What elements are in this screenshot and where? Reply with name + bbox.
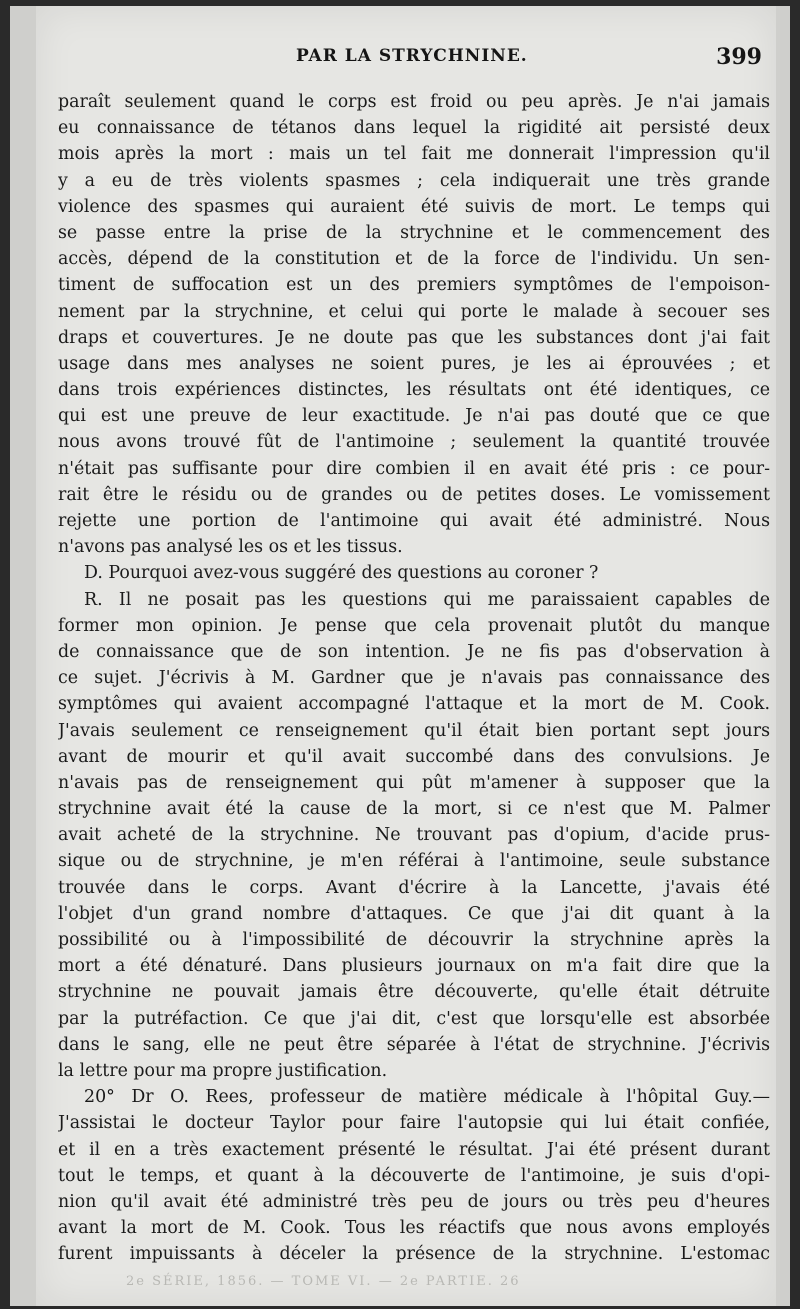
page-signature: 2e SÉRIE, 1856. — TOME VI. — 2e PARTIE. 26 <box>126 1274 521 1289</box>
text-line: paraît seulement quand le corps est froid ou peu après. Je n'ai jamais <box>58 92 770 112</box>
body-text <box>58 89 770 1267</box>
text-line: n'avons pas analysé les os et les tissus. <box>58 537 403 558</box>
text-line: J'assistai le docteur Taylor pour faire l'autopsie qui lui était confiée, <box>58 1113 770 1134</box>
text-line: avant la mort de M. Cook. Tous les réactifs que nous avons employés <box>58 1218 770 1239</box>
text-line: n'avais pas de renseignement qui pût m'amener à supposer que la <box>58 772 770 793</box>
scanned-page <box>10 6 790 1306</box>
text-line: accès, dépend de la constitution et de la force de l'individu. Un sen- <box>58 249 770 270</box>
text-line: J'avais seulement ce renseignement qu'il était bien portant sept jours <box>58 720 770 741</box>
text-line: ce sujet. J'écrivis à M. Gardner que je n'avais pas connaissance des <box>58 668 770 689</box>
text-line: draps et couvertures. Je ne doute pas que les substances dont j'ai fait <box>58 327 770 348</box>
text-line: se passe entre la prise de la strychnine et le commencement des <box>58 222 770 243</box>
text-line: dans le sang, elle ne peut être séparée à l'état de strychnine. J'écrivis <box>58 1034 770 1055</box>
text-line: de connaissance que de son intention. Je ne fis pas d'observation à <box>58 641 770 662</box>
page-header <box>36 42 776 72</box>
text-line: avait acheté de la strychnine. Ne trouvant pas d'opium, d'acide prus- <box>58 825 770 846</box>
text-line: nion qu'il avait été administré très peu de jours ou très peu d'heures <box>58 1191 770 1212</box>
text-line: former mon opinion. Je pense que cela provenait plutôt du manque <box>58 615 770 636</box>
text-line: dans trois expériences distinctes, les résultats ont été identiques, ce <box>58 380 770 401</box>
text-line: n'était pas suffisante pour dire combien il en avait été pris : ce pour- <box>58 458 770 479</box>
text-line: l'objet d'un grand nombre d'attaques. Ce que j'ai dit quant à la <box>58 903 770 924</box>
running-head: PAR LA STRYCHNINE. <box>296 46 528 66</box>
text-line: tout le temps, et quant à la découverte de l'antimoine, je suis d'opi- <box>58 1165 770 1186</box>
text-line: par la putréfaction. Ce que j'ai dit, c'est que lorsqu'elle est absorbée <box>58 1008 770 1029</box>
text-line: mois après la mort : mais un tel fait me donnerait l'impression qu'il <box>58 144 770 165</box>
text-line: sique ou de strychnine, je m'en référai à l'antimoine, seule substance <box>58 851 770 872</box>
text-line: eu connaissance de tétanos dans lequel la rigidité ait persisté deux <box>58 118 770 139</box>
text-line: strychnine avait été la cause de la mort, si ce n'est que M. Palmer <box>58 799 770 820</box>
text-line: symptômes qui avaient accompagné l'attaque et la mort de M. Cook. <box>58 694 770 715</box>
text-line: et il en a très exactement présenté le résultat. J'ai été présent durant <box>58 1139 770 1160</box>
text-line: rait être le résidu ou de grandes ou de petites doses. Le vomissement <box>58 484 770 505</box>
text-line: strychnine ne pouvait jamais être découverte, qu'elle était détruite <box>58 982 770 1003</box>
text-line: qui est une preuve de leur exactitude. Je n'ai pas douté que ce que <box>58 406 770 427</box>
text-line: nement par la strychnine, et celui qui porte le malade à secouer ses <box>58 301 770 322</box>
text-line: usage dans mes analyses ne soient pures, je les ai éprouvées ; et <box>58 353 770 374</box>
text-line: y a eu de très violents spasmes ; cela indiquerait une très grande <box>58 170 770 191</box>
text-line: furent impuissants à déceler la présence de la strychnine. L'estomac <box>58 1244 770 1265</box>
text-line: mort a été dénaturé. Dans plusieurs journaux on m'a fait dire que la <box>58 956 770 977</box>
page-number: 399 <box>716 44 762 70</box>
text-line: timent de suffocation est un des premiers symptômes de l'empoison- <box>58 275 770 296</box>
text-line: avant de mourir et qu'il avait succombé dans des convulsions. Je <box>58 746 770 767</box>
text-line: possibilité ou à l'impossibilité de découvrir la strychnine après la <box>58 930 770 950</box>
page-sheet <box>36 6 776 1306</box>
text-line: la lettre pour ma propre justification. <box>58 1060 388 1081</box>
text-line: violence des spasmes qui auraient été suivis de mort. Le temps qui <box>58 196 770 217</box>
answer-line: R. Il ne posait pas les questions qui me paraissaient capables de <box>84 589 770 610</box>
text-line: rejette une portion de l'antimoine qui avait été administré. Nous <box>58 511 770 531</box>
witness-heading-line: 20° Dr O. Rees, professeur de matière médicale à l'hôpital Guy.— <box>84 1087 770 1108</box>
text-line: nous avons trouvé fût de l'antimoine ; seulement la quantité trouvée <box>58 432 770 453</box>
question-line: D. Pourquoi avez-vous suggéré des questions au coroner ? <box>84 563 599 584</box>
text-line: trouvée dans le corps. Avant d'écrire à la Lancette, j'avais été <box>58 877 770 898</box>
